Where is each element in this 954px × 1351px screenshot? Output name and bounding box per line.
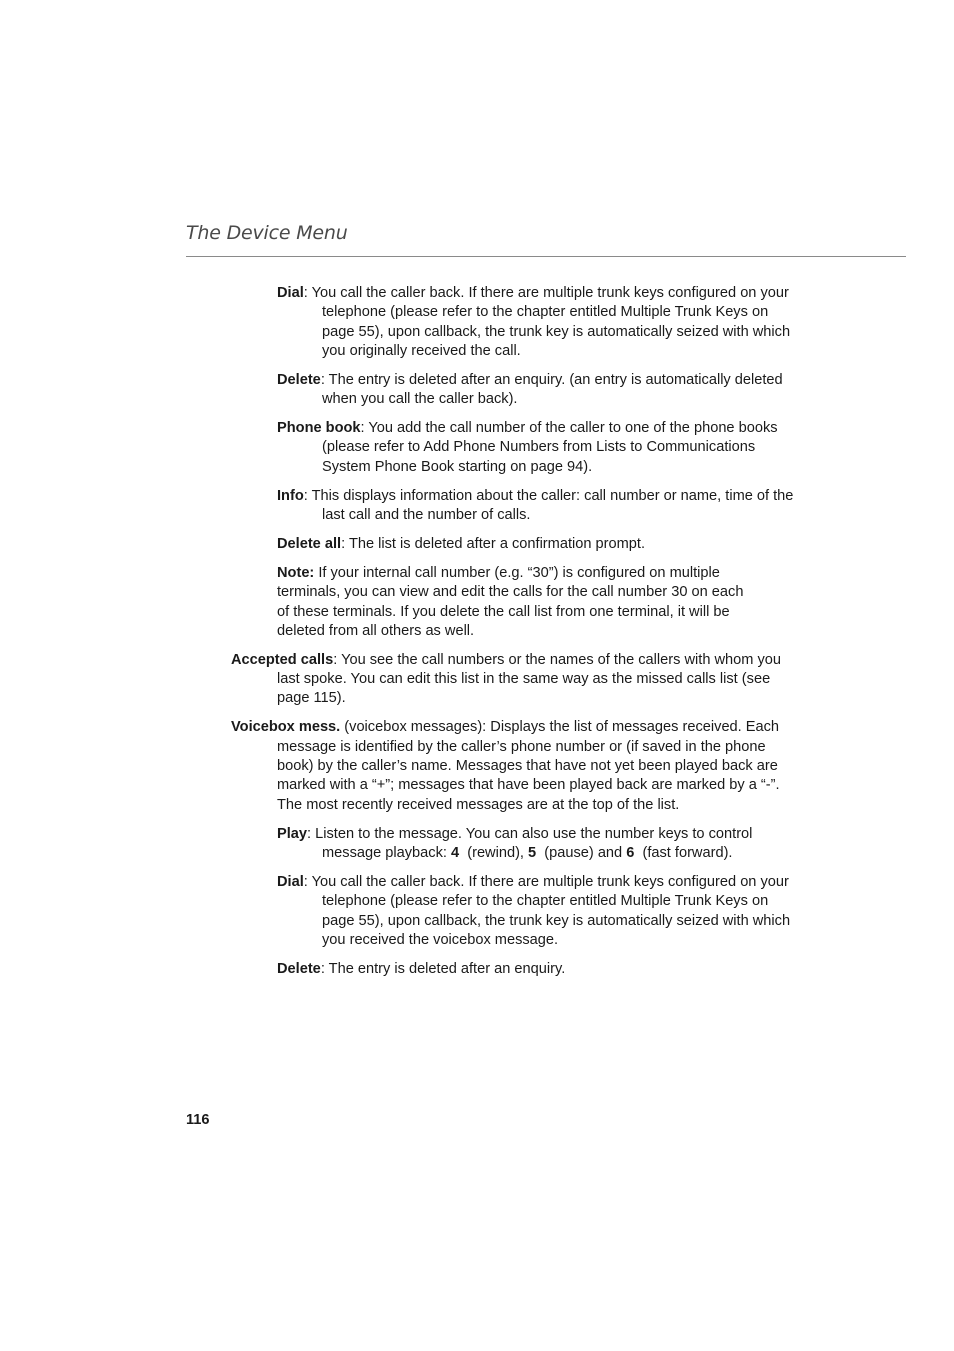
entry-term: Voicebox mess.	[231, 719, 341, 736]
entry-text: : You call the caller back. If there are multiple trunk keys configured on your telephone (please refer to the chapter entitled Multiple Trunk Keys on page 55), upon callback, the trunk key is automatically seized with which you received the voicebox message.	[303, 873, 791, 948]
entry-term: Play	[277, 825, 308, 842]
entry-text: : You add the call number of the caller to one of the phone books (please refer to Add Phone Numbers from Lists to Communications System Phone Book starting on page 94).	[322, 420, 778, 475]
entry-term: Delete	[277, 371, 321, 388]
entry-delete-voicebox	[277, 960, 802, 979]
entry-term: Delete all	[277, 536, 342, 553]
entry-text: : You call the caller back. If there are multiple trunk keys configured on your telephone (please refer to the chapter entitled Multiple Trunk Keys on page 55), upon callback, the trunk key is automatically seized with which you originally received the call.	[303, 285, 791, 359]
entry-text: : Listen to the message. You can also use the number keys to control message playback:	[307, 825, 753, 861]
entry-text: (fast forward).	[634, 844, 733, 861]
note-label: Note:	[277, 565, 315, 581]
entry-term: Info	[277, 487, 304, 504]
entry-term: Accepted calls	[231, 651, 334, 668]
note-text: If your internal call number (e.g. “30”) is configured on multiple terminals, you can view and edit the calls for the call number 30 on each of these terminals. If you delete the call list from one terminal, it will be deleted from all others as well.	[277, 565, 744, 639]
entry-term: Dial	[277, 873, 304, 890]
entry-text: : The entry is deleted after an enquiry.	[320, 960, 566, 977]
entry-accepted-calls	[231, 651, 803, 709]
key-fast-forward: 6	[626, 844, 635, 861]
header-rule	[186, 256, 906, 257]
key-pause: 5	[528, 844, 537, 861]
entry-term: Delete	[277, 960, 321, 977]
entry-term: Phone book	[277, 420, 361, 437]
key-rewind: 4	[450, 844, 460, 861]
entry-info	[277, 487, 802, 526]
entry-text: : This displays information about the caller: call number or name, time of the last call and the number of calls.	[303, 487, 794, 524]
entry-text: : The entry is deleted after an enquiry. (an entry is automatically deleted when you call the caller back).	[320, 371, 783, 408]
entry-term: Dial	[277, 285, 304, 301]
entry-text: : The list is deleted after a confirmation prompt.	[341, 536, 646, 553]
entry-text: (rewind),	[459, 844, 529, 861]
entry-dial-voicebox	[277, 873, 802, 950]
entry-delete-all	[277, 535, 802, 554]
entry-phone-book	[277, 419, 802, 477]
entry-text: : You see the call numbers or the names of the callers with whom you last spoke. You can edit this list in the same way as the missed calls list (see page 115).	[277, 651, 781, 707]
entry-voicebox-messages	[231, 718, 803, 814]
entry-text: (voicebox messages): Displays the list of messages received. Each message is identified by the caller’s phone number or (if saved in the phone book) by the caller’s name. Messages that have not yet been played back are marked with a “+”; messages that have been played back are marked by a “-”. The most recently received messages are at the top of the list.	[277, 719, 780, 813]
page-number: 116	[186, 1112, 210, 1128]
entry-dial	[277, 284, 802, 361]
entry-delete	[277, 371, 802, 410]
document-body	[0, 284, 954, 979]
entry-text: (pause) and	[536, 844, 627, 861]
note-paragraph	[277, 564, 757, 641]
entry-play	[277, 825, 802, 864]
running-header-title: The Device Menu	[186, 222, 348, 244]
